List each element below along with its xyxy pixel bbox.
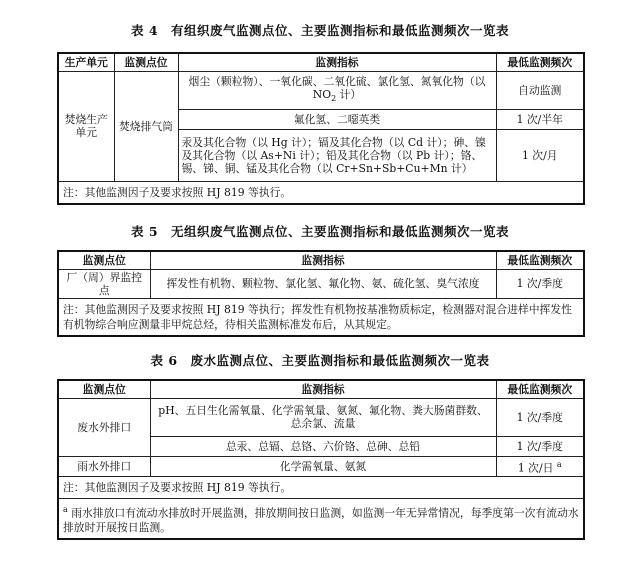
table4-indicator-2: 氟化氢、二噁英类 bbox=[178, 109, 496, 129]
table5-indicator-cell: 挥发性有机物、颗粒物、氯化氢、氟化物、氨、硫化氢、臭气浓度 bbox=[150, 269, 496, 298]
table4-header-frequency: 最低监测频次 bbox=[496, 53, 584, 71]
table6-indicator-1: pH、五日生化需氧量、化学需氧量、氨氮、氟化物、粪大肠菌群数、总余氯、流量 bbox=[150, 398, 496, 436]
table5-header-indicator: 监测指标 bbox=[150, 251, 496, 269]
table4-header-point: 监测点位 bbox=[114, 53, 178, 71]
table4-indicator-1: 烟尘（颗粒物）、一氧化碳、二氧化硫、氯化氢、氮氧化物（以 $NO_2$ 计） bbox=[178, 71, 496, 109]
table5-header-frequency: 最低监测频次 bbox=[496, 251, 584, 269]
table4-point-cell: 焚烧排气筒 bbox=[114, 71, 178, 181]
table4-header-unit: 生产单元 bbox=[58, 53, 114, 71]
table4-frequency-1: 自动监测 bbox=[496, 71, 584, 109]
table4-note: 注：其他监测因子及要求按照 HJ 819 等执行。 bbox=[58, 181, 584, 204]
table6-frequency-2: 1 次/季度 bbox=[496, 436, 584, 456]
table5-title: 表 5 无组织废气监测点位、主要监测指标和最低监测频次一览表 bbox=[130, 224, 510, 239]
table6-rainwater-outlet: 雨水外排口 bbox=[58, 456, 150, 476]
table4-title: 表 4 有组织废气监测点位、主要监测指标和最低监测频次一览表 bbox=[130, 23, 510, 38]
table6-wastewater-outlet: 废水外排口 bbox=[58, 398, 150, 456]
table4-header-indicator: 监测指标 bbox=[178, 53, 496, 71]
table6-title: 表 6 废水监测点位、主要监测指标和最低监测频次一览表 bbox=[150, 353, 490, 368]
table5-point-cell: 厂（周）界监控点 bbox=[58, 269, 150, 298]
table6-header-point: 监测点位 bbox=[58, 380, 150, 398]
table6-indicator-3: 化学需氧量、氨氮 bbox=[150, 456, 496, 476]
table4-frequency-2: 1 次/半年 bbox=[496, 109, 584, 129]
table6-header-indicator: 监测指标 bbox=[150, 380, 496, 398]
table4 bbox=[57, 52, 585, 205]
table6-header-frequency: 最低监测频次 bbox=[496, 380, 584, 398]
table5-note: 注：其他监测因子及要求按照 HJ 819 等执行；挥发性有机物按基准物质标定，检测器对混合进样中挥发性有机物综合响应测量非甲烷总烃，待相关监测标准发布后，从其规定。 bbox=[58, 298, 584, 336]
table5-frequency-cell: 1 次/季度 bbox=[496, 269, 584, 298]
table4-frequency-3: 1 次/月 bbox=[496, 129, 584, 181]
table6-frequency-3: 1 次/日 $^a$ bbox=[496, 456, 584, 476]
table6-note: 注：其他监测因子及要求按照 HJ 819 等执行。 bbox=[58, 476, 584, 498]
table6-indicator-2: 总汞、总镉、总铬、六价铬、总砷、总铅 bbox=[150, 436, 496, 456]
table6 bbox=[57, 379, 585, 540]
table6-footnote: $^a$ 雨水排放口有流动水排放时开展监测，排放期间按日监测，如监测一年无异常情况，每季度第一次有流动水排放时开展按日监测。 bbox=[58, 498, 584, 539]
table4-unit-cell: 焚烧生产单元 bbox=[58, 71, 114, 181]
table5 bbox=[57, 250, 585, 337]
table4-indicator-3: 汞及其化合物（以 Hg 计）；镉及其化合物（以 Cd 计）；砷、镍及其化合物（以 As+Ni 计）；铅及其化合物（以 Pb 计）；铬、锡、锑、铜、锰及其化合物（以 Cr+Sn+Sb+Cu+Mn 计） bbox=[178, 129, 496, 181]
table5-header-point: 监测点位 bbox=[58, 251, 150, 269]
footnote-marker: a bbox=[556, 459, 562, 469]
table6-frequency-1: 1 次/季度 bbox=[496, 398, 584, 436]
